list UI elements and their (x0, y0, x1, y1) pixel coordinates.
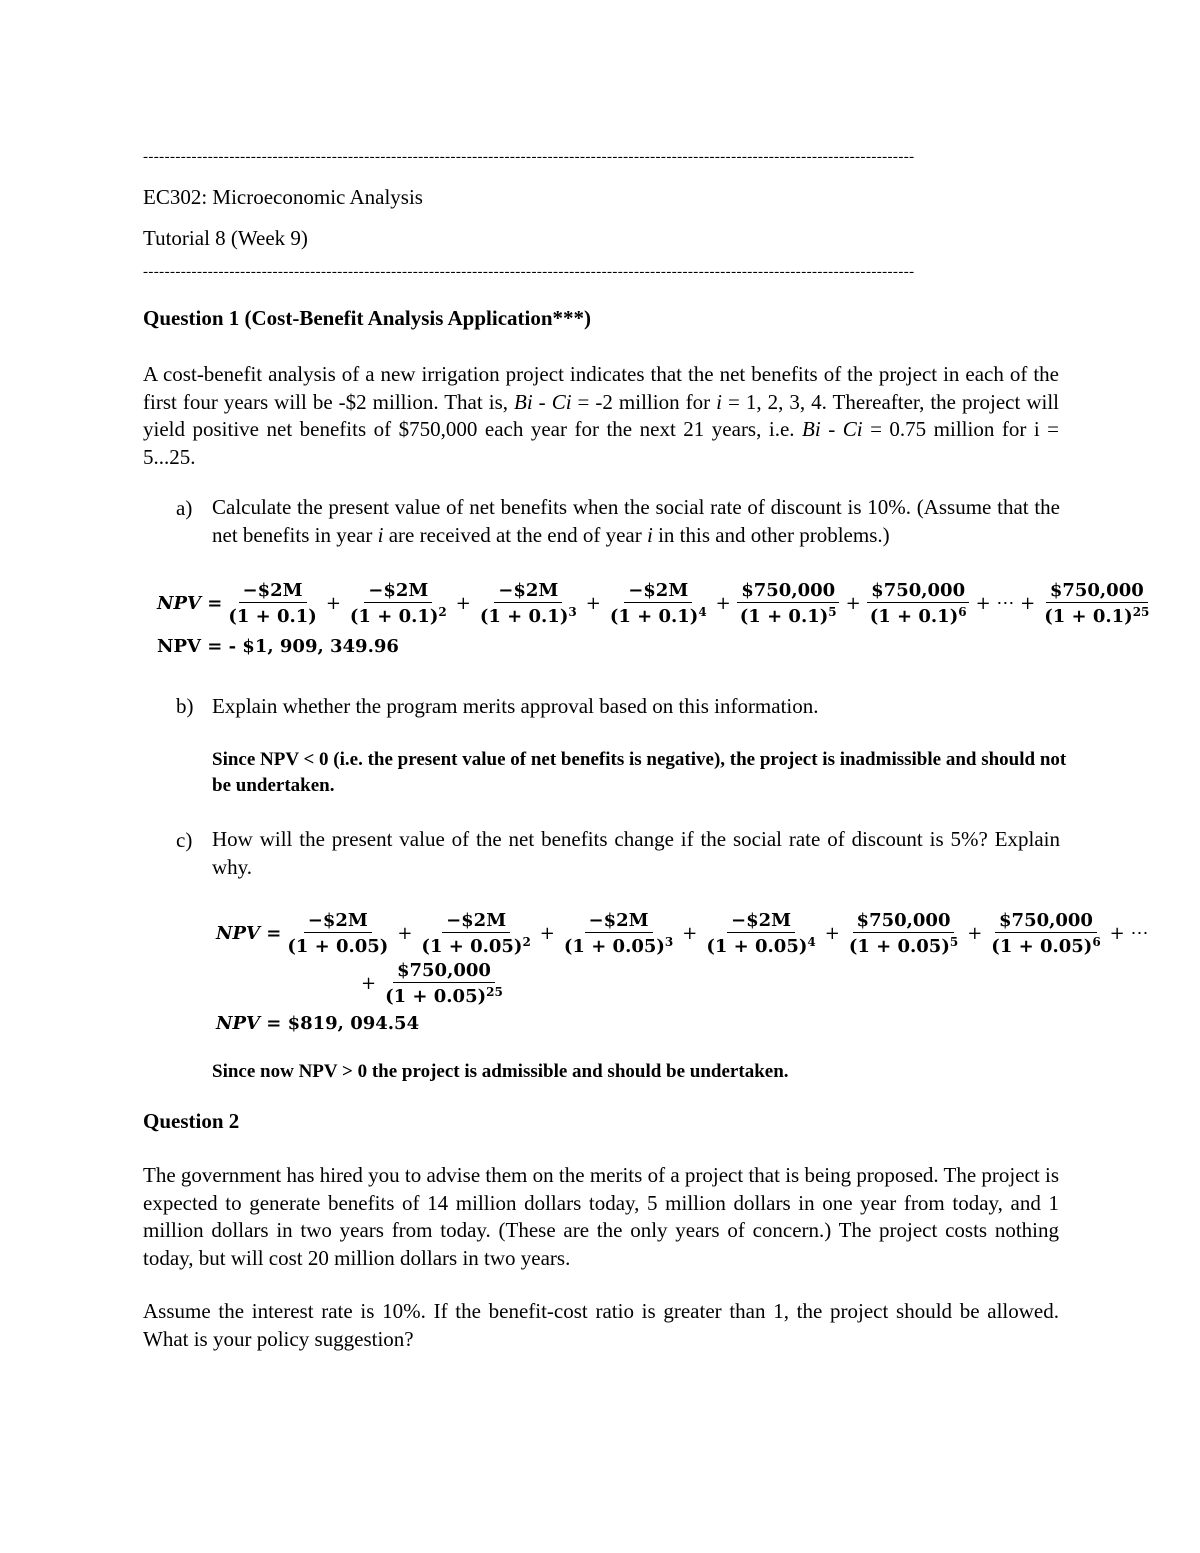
npv-term: $\frac{\$750,000}{(1 + 0.05)^{25}}$ (385, 960, 503, 1007)
question-2-paragraph-1: The government has hired you to advise them on the merits of a project that is being proposed. The project is expected to generate benefits of 14 million dollars today, 5 million dollars in one year from today, and 1 million dollars in two years from today. (These are the only years of concern.) The project costs nothing today, but will cost 20 million dollars in two years. (143, 1163, 1059, 1270)
part-c-label: c) (176, 828, 193, 852)
npv-equation-10pct: NPV = $\frac{-\$2M}{(1 + 0.1)}$ + $\frac{-\$2M}{(1 + 0.1)^2}$ + $\frac{-\$2M}{(1 + 0.1)^3}$ + $\frac{-\$2M}{(1 + 0.1)^4}$ + $\frac{\$750,000}{(1 + 0.1)^5}$ + $\frac{\$750,000}{(1 + 0.1)^6}$ + ⋯ + $\frac{\$750,000}{(1 + 0.1)^{25}}$ (157, 580, 1155, 627)
npv-term: $\frac{\$750,000}{(1 + 0.1)^5}$ (736, 580, 841, 627)
course-title: EC302: Microeconomic Analysis (143, 185, 423, 209)
npv-term: $\frac{-\$2M}{(1 + 0.05)^2}$ (421, 910, 531, 957)
part-c-text: How will the present value of the net benefits change if the social rate of discount is 5%? Explain why. (212, 827, 1060, 879)
npv-term: $\frac{\$750,000}{(1 + 0.1)^{25}}$ (1044, 580, 1150, 627)
npv-lhs: NPV = (157, 593, 223, 614)
npv-result-5pct: NPV = $819, 094.54 (216, 1013, 420, 1034)
npv-equation-5pct-line2: + $\frac{\$750,000}{(1 + 0.05)^{25}}$ (358, 960, 509, 1007)
part-b-text: Explain whether the program merits approval based on this information. (212, 694, 819, 718)
npv-equation-5pct: NPV = $\frac{-\$2M}{(1 + 0.05)}$ + $\frac{-\$2M}{(1 + 0.05)^2}$ + $\frac{-\$2M}{(1 + 0.05)^3}$ + $\frac{-\$2M}{(1 + 0.05)^4}$ + $\frac{\$750,000}{(1 + 0.05)^5}$ + $\frac{\$750,000}{(1 + 0.05)^6}$ + ⋯ (216, 910, 1149, 957)
question-2-title: Question 2 (143, 1109, 240, 1133)
part-a-label: a) (176, 496, 193, 520)
npv-term: $\frac{-\$2M}{(1 + 0.1)}$ (228, 580, 317, 627)
bottom-divider: ----------------------------------------------------------------------------------------------------------------------------------------------- (143, 265, 915, 280)
top-divider: ----------------------------------------------------------------------------------------------------------------------------------------------- (143, 150, 915, 165)
npv-term: $\frac{\$750,000}{(1 + 0.1)^6}$ (866, 580, 971, 627)
npv-term: $\frac{-\$2M}{(1 + 0.1)^2}$ (349, 580, 447, 627)
npv-term: $\frac{-\$2M}{(1 + 0.05)^3}$ (563, 910, 674, 957)
npv-term: $\frac{-\$2M}{(1 + 0.05)^4}$ (706, 910, 816, 957)
npv-lhs: NPV = (216, 923, 282, 944)
part-c-answer: Since now NPV > 0 the project is admissible and should be undertaken. (212, 1061, 789, 1082)
question-2-paragraph-2: Assume the interest rate is 10%. If the benefit-cost ratio is greater than 1, the project should be allowed. What is your policy suggestion? (143, 1299, 1059, 1351)
part-b-answer: Since NPV < 0 (i.e. the present value of net benefits is negative), the project is inadmissible and should not be undertaken. (212, 749, 1067, 796)
part-a-text: Calculate the present value of net benefits when the social rate of discount is 10%. (Assume that the net benefits in year i are received at the end of year i in this and other problems.) (212, 495, 1060, 547)
npv-result-10pct: NPV = - $1, 909, 349.96 (157, 636, 399, 657)
npv-term: $\frac{\$750,000}{(1 + 0.05)^5}$ (848, 910, 959, 957)
question-1-title: Question 1 (Cost-Benefit Analysis Application***) (143, 306, 592, 330)
part-b-label: b) (176, 694, 194, 718)
question-1-intro: A cost-benefit analysis of a new irrigation project indicates that the net benefits of the project in each of the first four years will be -$2 million. That is, Bi - Ci = -2 million for i = 1, 2, 3, 4. Thereafter, the project will yield positive net benefits of $750,000 each year for the next 21 years, i.e. Bi - Ci = 0.75 million for i = 5...25. (143, 362, 1060, 469)
npv-term: $\frac{-\$2M}{(1 + 0.1)^4}$ (609, 580, 707, 627)
npv-term: $\frac{\$750,000}{(1 + 0.05)^6}$ (991, 910, 1101, 957)
npv-term: $\frac{-\$2M}{(1 + 0.05)}$ (287, 910, 389, 957)
npv-term: $\frac{-\$2M}{(1 + 0.1)^3}$ (479, 580, 577, 627)
tutorial-title: Tutorial 8 (Week 9) (143, 226, 308, 250)
